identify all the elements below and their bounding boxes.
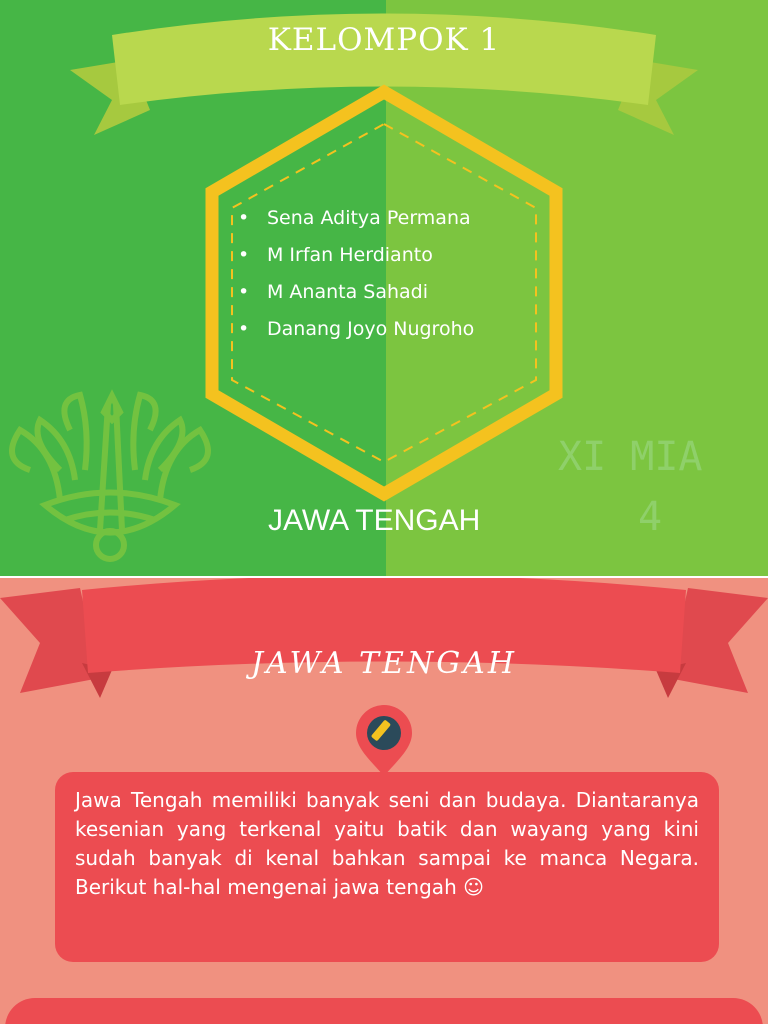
bullet: • xyxy=(238,244,250,266)
slide-2 xyxy=(0,578,768,1024)
member-list xyxy=(238,200,474,348)
description-text: Jawa Tengah memiliki banyak seni dan budaya. Diantaranya kesenian yang terkenal yaitu batik dan wayang yang kini sudah banyak di kenal bahkan sampai ke manca Negara. Berikut hal-hal mengenai jawa tengah ☺ xyxy=(75,788,699,899)
class-label-line2: 4 xyxy=(638,494,663,540)
member-name: Sena Aditya Permana xyxy=(267,207,471,229)
region-label: JAWA TENGAH xyxy=(268,504,481,537)
next-content-box xyxy=(5,998,763,1024)
list-item xyxy=(238,311,474,348)
class-label-line1: XI MIA xyxy=(558,434,703,480)
member-name: Danang Joyo Nugroho xyxy=(267,318,475,340)
member-name: M Irfan Herdianto xyxy=(267,244,433,266)
description-box xyxy=(55,772,719,962)
section-heading: JAWA TENGAH xyxy=(251,646,517,681)
list-item xyxy=(238,274,474,311)
group-title: KELOMPOK 1 xyxy=(267,22,501,58)
list-item xyxy=(238,200,474,237)
bullet: • xyxy=(238,207,250,229)
list-item xyxy=(238,237,474,274)
member-name: M Ananta Sahadi xyxy=(267,281,429,303)
bullet: • xyxy=(238,281,250,303)
bullet: • xyxy=(238,318,250,340)
